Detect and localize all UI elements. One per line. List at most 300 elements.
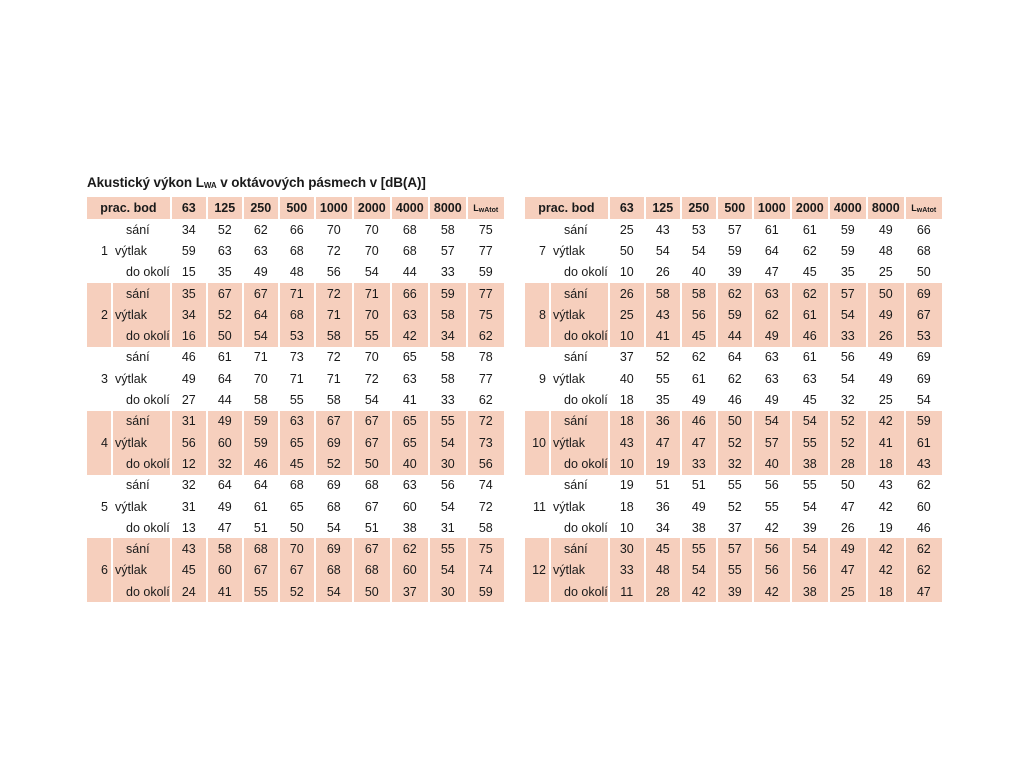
table-cell: 55 — [289, 393, 304, 408]
row-label: sání — [126, 222, 150, 237]
table-cell: 30 — [430, 581, 466, 602]
table-cell: 59 — [430, 283, 466, 304]
table-cell: 69 — [316, 432, 352, 453]
table-cell: 44 — [402, 265, 417, 280]
point-number — [525, 347, 549, 368]
header-band-63: 63 — [172, 197, 206, 219]
table-cell: 46 — [792, 325, 828, 346]
table-cell: 33 — [830, 325, 866, 346]
table-row — [525, 240, 942, 261]
table-cell: 56 — [792, 560, 828, 581]
table-row — [525, 219, 942, 240]
point-number — [525, 581, 549, 602]
table-cell: 45 — [802, 393, 817, 408]
table-cell: 15 — [181, 265, 196, 280]
table-cell: 62 — [691, 350, 706, 365]
table-cell: 25 — [610, 304, 644, 325]
table-cell: 53 — [691, 222, 706, 237]
table-cell: 69 — [916, 350, 931, 365]
table-row — [87, 240, 504, 261]
row-label: do okolí — [126, 393, 170, 408]
table-cell: 59 — [718, 304, 752, 325]
table-cell: 49 — [878, 371, 893, 386]
table-cell: 62 — [468, 325, 504, 346]
table-cell: 52 — [830, 411, 866, 432]
table-cell: 59 — [244, 432, 278, 453]
table-cell: 25 — [830, 581, 866, 602]
table-cell: 43 — [610, 432, 644, 453]
table-cell: 52 — [217, 222, 232, 237]
table-cell: 39 — [718, 581, 752, 602]
point-number — [525, 517, 549, 538]
table-cell: 72 — [316, 283, 352, 304]
table-cell: 38 — [792, 453, 828, 474]
table-title: Akustický výkon $L_{WA}$ v oktávových pásmech v [dB(A)] — [87, 175, 426, 190]
table-cell: 54 — [691, 243, 706, 258]
table-cell: 39 — [727, 265, 742, 280]
table-cell: 58 — [646, 283, 680, 304]
table-cell: 26 — [610, 283, 644, 304]
point-number: 9 — [539, 371, 546, 386]
table-cell: 47 — [682, 432, 716, 453]
table-cell: 67 — [906, 304, 942, 325]
table-cell: 60 — [208, 560, 242, 581]
table-cell: 50 — [354, 581, 390, 602]
table-cell: 35 — [172, 283, 206, 304]
row-label: do okolí — [551, 581, 608, 602]
point-number — [87, 325, 111, 346]
table-cell: 52 — [727, 499, 742, 514]
table-cell: 55 — [655, 371, 670, 386]
table-cell: 19 — [646, 453, 680, 474]
table-cell: 55 — [354, 325, 390, 346]
header-band-8000: 8000 — [868, 197, 904, 219]
table-cell: 59 — [840, 243, 855, 258]
point-number — [525, 453, 549, 474]
row-label: sání — [564, 478, 588, 493]
table-cell: 46 — [916, 520, 931, 535]
table-cell: 71 — [354, 283, 390, 304]
table-cell: 49 — [878, 222, 893, 237]
table-cell: 69 — [916, 371, 931, 386]
table-row — [525, 325, 942, 346]
table-cell: 32 — [718, 453, 752, 474]
table-cell: 18 — [868, 581, 904, 602]
table-cell: 34 — [172, 304, 206, 325]
table-cell: 59 — [478, 265, 493, 280]
table-cell: 39 — [802, 520, 817, 535]
table-row — [87, 368, 504, 389]
table-cell: 59 — [840, 222, 855, 237]
table-cell: 49 — [764, 393, 779, 408]
header-total-main: L — [473, 202, 479, 213]
table-cell: 63 — [802, 371, 817, 386]
row-label: sání — [126, 350, 150, 365]
table-cell: 33 — [440, 265, 455, 280]
row-label: sání — [551, 283, 608, 304]
table-cell: 32 — [208, 453, 242, 474]
table-cell: 70 — [280, 538, 314, 559]
table-cell: 65 — [392, 411, 428, 432]
point-number — [525, 283, 549, 304]
point-number: 12 — [525, 560, 549, 581]
table-cell: 50 — [354, 453, 390, 474]
table-cell: 54 — [430, 432, 466, 453]
table-cell: 57 — [754, 432, 790, 453]
point-number — [525, 389, 549, 410]
table-cell: 64 — [244, 304, 278, 325]
table-cell: 62 — [478, 393, 493, 408]
table-cell: 75 — [468, 538, 504, 559]
table-cell: 64 — [217, 478, 232, 493]
table-row — [87, 325, 504, 346]
table-cell: 43 — [172, 538, 206, 559]
table-row — [525, 538, 942, 559]
table-cell: 19 — [619, 478, 634, 493]
table-cell: 63 — [402, 371, 417, 386]
table-cell: 13 — [181, 520, 196, 535]
table-cell: 10 — [619, 520, 634, 535]
table-cell: 30 — [610, 538, 644, 559]
table-cell: 68 — [326, 499, 341, 514]
table-cell: 63 — [754, 283, 790, 304]
row-label: do okolí — [551, 325, 608, 346]
table-cell: 77 — [468, 283, 504, 304]
header-total-sub: wAtot — [478, 206, 499, 214]
point-number: 4 — [87, 432, 111, 453]
table-cell: 43 — [906, 453, 942, 474]
table-row — [525, 496, 942, 517]
table-cell: 35 — [655, 393, 670, 408]
table-cell: 57 — [440, 243, 455, 258]
table-row — [87, 304, 504, 325]
table-cell: 59 — [727, 243, 742, 258]
table-cell: 47 — [840, 499, 855, 514]
point-number — [87, 411, 111, 432]
table-cell: 58 — [316, 325, 352, 346]
table-cell: 64 — [727, 350, 742, 365]
table-cell: 54 — [364, 393, 379, 408]
table-cell: 54 — [316, 581, 352, 602]
table-cell: 65 — [280, 432, 314, 453]
table-cell: 40 — [619, 371, 634, 386]
table-cell: 49 — [181, 371, 196, 386]
point-number — [87, 581, 111, 602]
table-cell: 45 — [682, 325, 716, 346]
table-row — [525, 432, 942, 453]
table-cell: 26 — [868, 325, 904, 346]
table-cell: 49 — [754, 325, 790, 346]
table-cell: 62 — [906, 560, 942, 581]
table-cell: 72 — [326, 243, 341, 258]
table-cell: 58 — [440, 371, 455, 386]
table-cell: 49 — [868, 304, 904, 325]
row-label: sání — [551, 538, 608, 559]
table-cell: 54 — [655, 243, 670, 258]
table-cell: 56 — [840, 350, 855, 365]
header-band-1000: 1000 — [316, 197, 352, 219]
table-cell: 42 — [878, 499, 893, 514]
table-cell: 25 — [878, 265, 893, 280]
row-label: výtlak — [115, 371, 147, 386]
table-cell: 72 — [326, 350, 341, 365]
table-cell: 65 — [289, 499, 304, 514]
header-band-1000: 1000 — [754, 197, 790, 219]
table-cell: 55 — [718, 560, 752, 581]
header-band-500: 500 — [280, 197, 314, 219]
table-row — [87, 262, 504, 283]
header-band-4000: 4000 — [392, 197, 428, 219]
table-cell: 33 — [682, 453, 716, 474]
row-label: výtlak — [113, 560, 170, 581]
table-cell: 61 — [764, 222, 779, 237]
table-cell: 50 — [619, 243, 634, 258]
table-cell: 45 — [802, 265, 817, 280]
table-cell: 59 — [181, 243, 196, 258]
table-cell: 63 — [392, 304, 428, 325]
table-cell: 52 — [280, 581, 314, 602]
table-cell: 37 — [727, 520, 742, 535]
table-row — [525, 560, 942, 581]
table-cell: 57 — [830, 283, 866, 304]
row-label: do okolí — [113, 453, 170, 474]
table-cell: 71 — [316, 304, 352, 325]
table-cell: 19 — [878, 520, 893, 535]
header-row — [87, 197, 504, 219]
table-cell: 18 — [619, 393, 634, 408]
table-cell: 46 — [682, 411, 716, 432]
table-cell: 52 — [718, 432, 752, 453]
table-row — [525, 304, 942, 325]
table-cell: 54 — [440, 499, 455, 514]
table-cell: 77 — [478, 243, 493, 258]
point-number — [525, 411, 549, 432]
table-cell: 34 — [181, 222, 196, 237]
table-cell: 50 — [868, 283, 904, 304]
table-cell: 34 — [430, 325, 466, 346]
point-number — [87, 538, 111, 559]
table-cell: 55 — [430, 411, 466, 432]
table-cell: 62 — [727, 371, 742, 386]
table-cell: 60 — [208, 432, 242, 453]
table-cell: 34 — [655, 520, 670, 535]
table-cell: 54 — [244, 325, 278, 346]
table-cell: 67 — [354, 432, 390, 453]
table-cell: 56 — [440, 478, 455, 493]
point-number: 6 — [87, 560, 111, 581]
table-cell: 40 — [691, 265, 706, 280]
table-row — [87, 347, 504, 368]
table-cell: 61 — [792, 304, 828, 325]
table-cell: 38 — [792, 581, 828, 602]
row-label: výtlak — [551, 304, 608, 325]
table-row — [87, 283, 504, 304]
table-cell: 55 — [727, 478, 742, 493]
table-cell: 33 — [440, 393, 455, 408]
table-cell: 58 — [326, 393, 341, 408]
table-cell: 69 — [906, 283, 942, 304]
table-cell: 50 — [718, 411, 752, 432]
point-number — [87, 475, 111, 496]
table-cell: 56 — [326, 265, 341, 280]
table-cell: 67 — [316, 411, 352, 432]
table-cell: 71 — [253, 350, 268, 365]
table-row — [525, 517, 942, 538]
row-label: do okolí — [564, 393, 608, 408]
point-number: 10 — [525, 432, 549, 453]
table-cell: 75 — [478, 222, 493, 237]
table-cell: 28 — [646, 581, 680, 602]
table-cell: 58 — [253, 393, 268, 408]
table-cell: 63 — [253, 243, 268, 258]
point-number — [525, 475, 549, 496]
table-cell: 26 — [840, 520, 855, 535]
header-row — [525, 197, 942, 219]
row-label: do okolí — [113, 581, 170, 602]
table-cell: 26 — [655, 265, 670, 280]
table-cell: 18 — [619, 499, 634, 514]
table-row — [87, 517, 504, 538]
table-cell: 70 — [253, 371, 268, 386]
table-cell: 61 — [906, 432, 942, 453]
table-row — [525, 368, 942, 389]
table-cell: 53 — [280, 325, 314, 346]
table-row — [525, 389, 942, 410]
table-row — [87, 538, 504, 559]
table-cell: 55 — [792, 432, 828, 453]
table-row — [525, 262, 942, 283]
table-cell: 75 — [468, 304, 504, 325]
table-cell: 40 — [392, 453, 428, 474]
row-label: sání — [113, 538, 170, 559]
table-cell: 62 — [718, 283, 752, 304]
table-cell: 16 — [172, 325, 206, 346]
table-cell: 41 — [868, 432, 904, 453]
table-cell: 68 — [244, 538, 278, 559]
row-label: výtlak — [553, 499, 585, 514]
table-cell: 67 — [244, 560, 278, 581]
header-band-125: 125 — [646, 197, 680, 219]
table-cell: 43 — [646, 304, 680, 325]
table-cell: 51 — [253, 520, 268, 535]
row-label: výtlak — [113, 432, 170, 453]
table-cell: 58 — [440, 350, 455, 365]
table-cell: 67 — [354, 538, 390, 559]
row-label: sání — [113, 283, 170, 304]
table-cell: 69 — [316, 538, 352, 559]
table-cell: 58 — [682, 283, 716, 304]
point-number: 7 — [539, 243, 546, 258]
table-cell: 54 — [830, 304, 866, 325]
table-cell: 49 — [208, 411, 242, 432]
table-cell: 10 — [610, 325, 644, 346]
table-cell: 40 — [754, 453, 790, 474]
table-cell: 72 — [478, 499, 493, 514]
row-label: sání — [126, 478, 150, 493]
table-cell: 49 — [691, 499, 706, 514]
table-cell: 46 — [181, 350, 196, 365]
table-cell: 67 — [208, 283, 242, 304]
table-cell: 32 — [840, 393, 855, 408]
table-cell: 70 — [364, 243, 379, 258]
table-cell: 42 — [868, 538, 904, 559]
table-cell: 61 — [802, 350, 817, 365]
table-cell: 50 — [208, 325, 242, 346]
header-band-8000: 8000 — [430, 197, 466, 219]
table-cell: 32 — [181, 478, 196, 493]
table-cell: 41 — [402, 393, 417, 408]
table-cell: 62 — [754, 304, 790, 325]
row-label: do okolí — [551, 453, 608, 474]
table-cell: 47 — [906, 581, 942, 602]
row-label: výtlak — [553, 371, 585, 386]
row-label: výtlak — [113, 304, 170, 325]
table-cell: 43 — [878, 478, 893, 493]
table-cell: 45 — [172, 560, 206, 581]
table-body — [87, 219, 504, 602]
table-cell: 69 — [326, 478, 341, 493]
row-label: výtlak — [115, 499, 147, 514]
row-label: do okolí — [564, 520, 608, 535]
table-cell: 59 — [906, 411, 942, 432]
table-cell: 55 — [244, 581, 278, 602]
table-cell: 50 — [289, 520, 304, 535]
table-cell: 11 — [610, 581, 644, 602]
table-cell: 30 — [430, 453, 466, 474]
table-cell: 63 — [402, 478, 417, 493]
row-label: do okolí — [126, 265, 170, 280]
table-cell: 57 — [718, 538, 752, 559]
table-cell: 28 — [830, 453, 866, 474]
row-label: sání — [113, 411, 170, 432]
table-cell: 42 — [682, 581, 716, 602]
table-cell: 62 — [906, 538, 942, 559]
point-number — [525, 325, 549, 346]
table-cell: 65 — [392, 432, 428, 453]
point-number — [87, 262, 111, 283]
table-cell: 73 — [468, 432, 504, 453]
table-cell: 54 — [840, 371, 855, 386]
table-cell: 51 — [655, 478, 670, 493]
table-row — [525, 347, 942, 368]
table-cell: 42 — [754, 581, 790, 602]
table-cell: 58 — [478, 520, 493, 535]
table-cell: 46 — [244, 453, 278, 474]
table-cell: 47 — [646, 432, 680, 453]
table-cell: 10 — [610, 453, 644, 474]
header-band-250: 250 — [682, 197, 716, 219]
point-number: 2 — [87, 304, 111, 325]
table-cell: 68 — [289, 243, 304, 258]
table-cell: 56 — [682, 304, 716, 325]
table-cell: 41 — [208, 581, 242, 602]
row-label: sání — [564, 222, 588, 237]
table-cell: 61 — [802, 222, 817, 237]
table-cell: 55 — [764, 499, 779, 514]
table-cell: 56 — [754, 538, 790, 559]
table-cell: 74 — [478, 478, 493, 493]
table-cell: 72 — [364, 371, 379, 386]
table-cell: 49 — [691, 393, 706, 408]
table-cell: 71 — [326, 371, 341, 386]
table-cell: 47 — [764, 265, 779, 280]
table-cell: 49 — [830, 538, 866, 559]
header-band-63: 63 — [610, 197, 644, 219]
table-cell: 62 — [392, 538, 428, 559]
point-number: 5 — [101, 499, 108, 514]
table-cell: 67 — [354, 411, 390, 432]
table-cell: 67 — [280, 560, 314, 581]
